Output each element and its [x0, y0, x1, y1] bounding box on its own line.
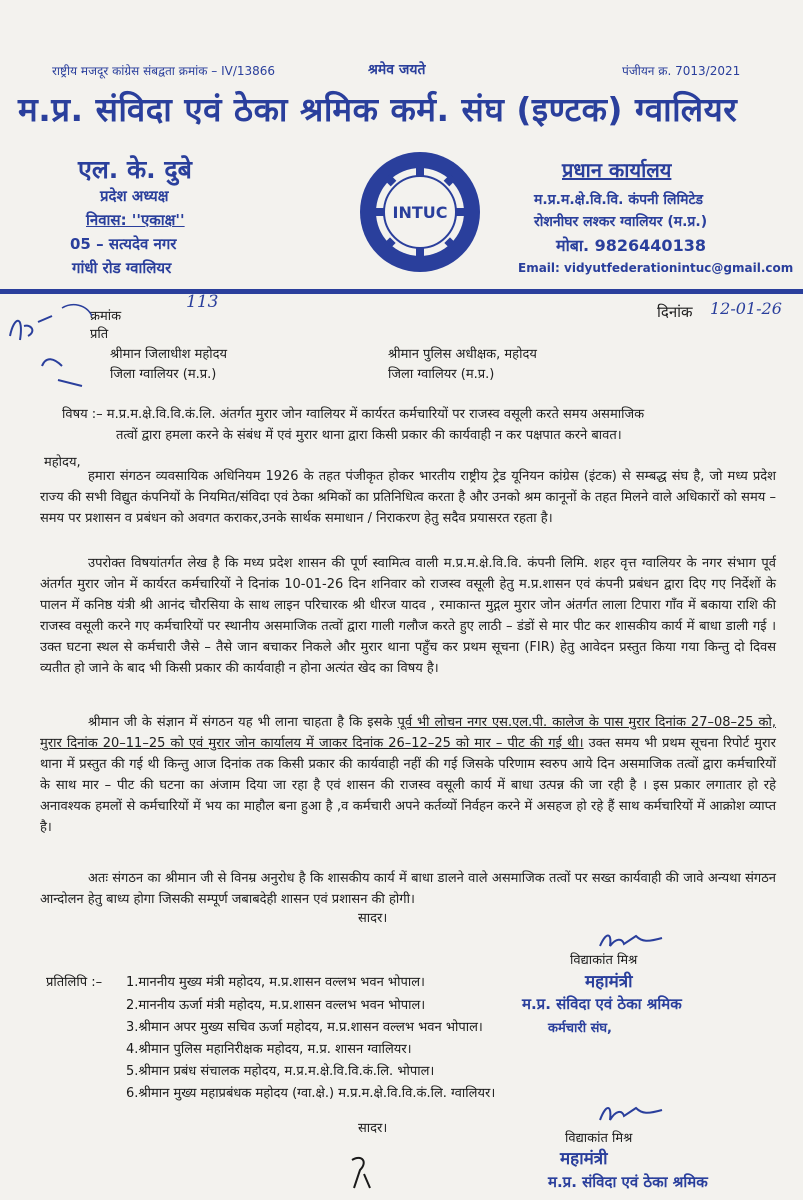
- subject-line-1: विषय :– म.प्र.म.क्षे.वि.वि.कं.लि. अंतर्गत मुरार जोन ग्वालियर में कार्यरत कर्मचारियों पर राजस्व वसूली करते समय असमाजिक: [62, 407, 645, 422]
- paragraph-3-underlined: पूर्व भी लोचन नगर एस.एल.पी. कालेज के पास मुरार दिनांक 27–08–25 को, मुरार दिनांक 20–11–25 को एवं मुरार जोन कार्यालय में जाकर दिनांक 26–12–25 को मार – पीट की गई थी।: [40, 715, 777, 751]
- signatory-org-line-1: म.प्र. संविदा एवं ठेका श्रमिक: [522, 995, 682, 1013]
- paragraph-3-intro: श्रीमान जी के संज्ञान में संगठन यह भी लाना चाहता है कि इसके: [88, 715, 398, 730]
- paragraph-3: [40, 712, 776, 838]
- motto-text: श्रमेव जयते: [368, 62, 426, 78]
- signatory-org-line-2: कर्मचारी संघ,: [548, 1021, 612, 1036]
- reference-label: क्रमांक: [90, 309, 122, 324]
- signatory-title: महामंत्री: [585, 972, 633, 992]
- president-name: एल. के. दुबे: [78, 155, 192, 184]
- addressee-2-line-1: श्रीमान पुलिस अधीक्षक, महोदय: [388, 347, 537, 362]
- signatory-2-org: म.प्र. संविदा एवं ठेका श्रमिक: [548, 1173, 708, 1191]
- date-label: दिनांक: [657, 303, 693, 321]
- addressee-1-line-2: जिला ग्वालियर (म.प्र.): [110, 367, 217, 382]
- header-divider: [0, 289, 803, 294]
- paragraph-1: हमारा संगठन व्यवसायिक अधिनियम 1926 के तहत पंजीकृत होकर भारतीय राष्ट्रीय ट्रेड यूनियन कांग्रेस (इंटक) से सम्बद्ध संघ है, जो मध्य प्रदेश राज्य की सभी विद्युत कंपनियों के नियमित/संविदा एवं ठेका श्रमिकों का प्रतिनिधित्व करता है और उनको श्रम कानूनों के तहत मिलने वाले अधिकारों को समय – समय पर प्रशासन व प्रबंधन को अवगत कराकर,उनके सार्थक समाधान / निराकरण हेतु सदैव प्रयासरत रहता है।: [40, 469, 776, 526]
- affiliation-text: राष्ट्रीय मजदूर कांग्रेस संबद्वता क्रमांक – IV/13866: [52, 64, 276, 78]
- address-line-1: 05 – सत्यदेव नगर: [70, 235, 177, 253]
- cc-item: 5.श्रीमान प्रबंध संचालक महोदय, म.प्र.म.क्षे.वि.वि.कं.लि. भोपाल।: [126, 1064, 435, 1079]
- cc-item: 3.श्रीमान अपर मुख्य सचिव ऊर्जा महोदय, म.प्र.शासन वल्लभ भवन भोपाल।: [126, 1020, 483, 1035]
- addressee-1-line-1: श्रीमान जिलाधीश महोदय: [110, 347, 228, 362]
- signatory-2-title: महामंत्री: [560, 1149, 608, 1169]
- handwritten-margin-note-icon: [2, 296, 102, 406]
- cc-label: प्रतिलिपि :–: [46, 975, 103, 990]
- email-address: Email: vidyutfederationintuc@gmail.com: [518, 261, 794, 275]
- signatory-name: विद्याकांत मिश्र: [570, 953, 638, 968]
- head-office-heading: प्रधान कार्यालय: [562, 158, 672, 182]
- date-value: 12-01-26: [710, 299, 782, 318]
- paragraph-3-rest: उक्त समय भी प्रथम सूचना रिपोर्ट मुरार थाना में प्रस्तुत की गई थी किन्तु आज दिनांक तक किसी प्रकार की कार्यवाही नहीं की गई जिसके परिणाम स्वरुप आये दिन असमाजिक तत्वों द्वारा कर्मचारियों के साथ मार – पीट की घटना का अंजाम दिया जा रहा है एवं शासन की राजस्व वसूली कार्य में बाधा उत्पन्न की जा रही है । इस प्रकार लगातार हो रहे अनावश्यक हमलों से कर्मचारियों में भय का माहौल बना हुआ है ,व कर्मचारी अपने कर्तव्यों निर्वहन करने में असहज हो रहे हैं साथ कर्मचारियों में आक्रोश व्याप्त है।: [40, 736, 776, 835]
- cc-item: 1.माननीय मुख्य मंत्री महोदय, म.प्र.शासन वल्लभ भवन भोपाल।: [126, 975, 425, 990]
- prati-label: प्रति: [90, 327, 109, 342]
- handwritten-reference: 113: [186, 292, 219, 312]
- cc-item: 2.माननीय ऊर्जा मंत्री महोदय, म.प्र.शासन वल्लभ भवन भोपाल।: [126, 998, 426, 1013]
- closing-text: सादर।: [358, 911, 388, 926]
- paragraph-2: उपरोक्त विषयांतर्गत लेख है कि मध्य प्रदेश शासन की पूर्ण स्वामित्व वाली म.प्र.म.क्षे.वि.वि. कंपनी लिमि. शहर वृत्त ग्वालियर के नगर संभाग पूर्व अंतर्गत मुरार जोन में कार्यरत कर्मचारियों ने दिनांक 10-01-26 दिन शनिवार को राजस्व वसूली हेतु म.प्र.शासन एवं कंपनी प्रबंधन द्वारा दिए गए निर्देशों के पालन में कनिष्ठ यंत्री श्री आनंद चौरसिया के साथ लाइन परिचारक श्री धीरज यादव , रमाकान्त मुद्गल मुरार जोन अंतर्गत लाला टिपारा गाँव में बकाया राशि की राजस्व वसूली करने गए कर्मचारियों पर स्थानीय असमाजिक तत्वों द्वारा गाली गलौज करते हुए लाठी – डंडों से मार पीट कर शासकीय कार्य में बाधा डाली गई । उक्त घटना स्थल से कर्मचारी जैसे – तैसे जान बचाकर निकले और मुरार थाना पहुँच कर प्रथम सूचना (FIR) हेतु आवेदन प्रस्तुत किया गया किन्तु दो दिवस व्यतीत हो जाने के बाद भी किसी प्रकार की कार्यवाही न होना अत्यंत खेद का विषय है।: [40, 556, 776, 676]
- organization-title: म.प्र. संविदा एवं ठेका श्रमिक कर्म. संघ (इण्टक) ग्वालियर: [18, 90, 738, 129]
- residence-label: निवास: ''एकाक्ष'': [86, 211, 185, 229]
- signature-2-icon: [596, 1098, 666, 1128]
- cc-item: 6.श्रीमान मुख्य महाप्रबंधक महोदय (ग्वा.क्षे.) म.प्र.म.क्षे.वि.वि.कं.लि. ग्वालियर।: [126, 1086, 496, 1101]
- addressee-2-line-2: जिला ग्वालियर (म.प्र.): [388, 367, 495, 382]
- mobile-number: मोबा. 9826440138: [556, 236, 706, 255]
- intuc-logo-icon: [358, 150, 482, 274]
- cc-item: 4.श्रीमान पुलिस महानिरीक्षक महोदय, म.प्र. शासन ग्वालियर।: [126, 1042, 412, 1057]
- salutation: महोदय,: [44, 455, 81, 470]
- paragraph-4: अतः संगठन का श्रीमान जी से विनम्र अनुरोध है कि शासकीय कार्य में बाधा डालने वाले असमाजिक तत्वों पर सख्त कार्यवाही की जावे अन्यथा संगठन आन्दोलन हेतु बाध्य होगा जिसकी सम्पूर्ण जबाबदेही शासन एवं प्रशासन की होगी।: [40, 871, 776, 907]
- head-office-line-2: रोशनीघर लश्कर ग्वालियर (म.प्र.): [534, 214, 708, 230]
- logo-center-text: INTUC: [392, 203, 448, 222]
- signatory-2-name: विद्याकांत मिश्र: [565, 1131, 633, 1146]
- closing-text-2: सादर।: [358, 1121, 388, 1136]
- head-office-line-1: म.प्र.म.क्षे.वि.वि. कंपनी लिमिटेड: [534, 192, 703, 208]
- handwritten-page-mark-icon: [346, 1152, 376, 1192]
- subject-line-2: तत्वों द्वारा हमला करने के संबंध में एवं मुरार थाना द्वारा किसी प्रकार की कार्यवाही न कर पक्षपात करने बावत।: [116, 428, 622, 443]
- registration-number: पंजीयन क्र. 7013/2021: [622, 64, 741, 78]
- president-designation: प्रदेश अध्यक्ष: [100, 187, 169, 205]
- address-line-2: गांधी रोड ग्वालियर: [72, 259, 172, 277]
